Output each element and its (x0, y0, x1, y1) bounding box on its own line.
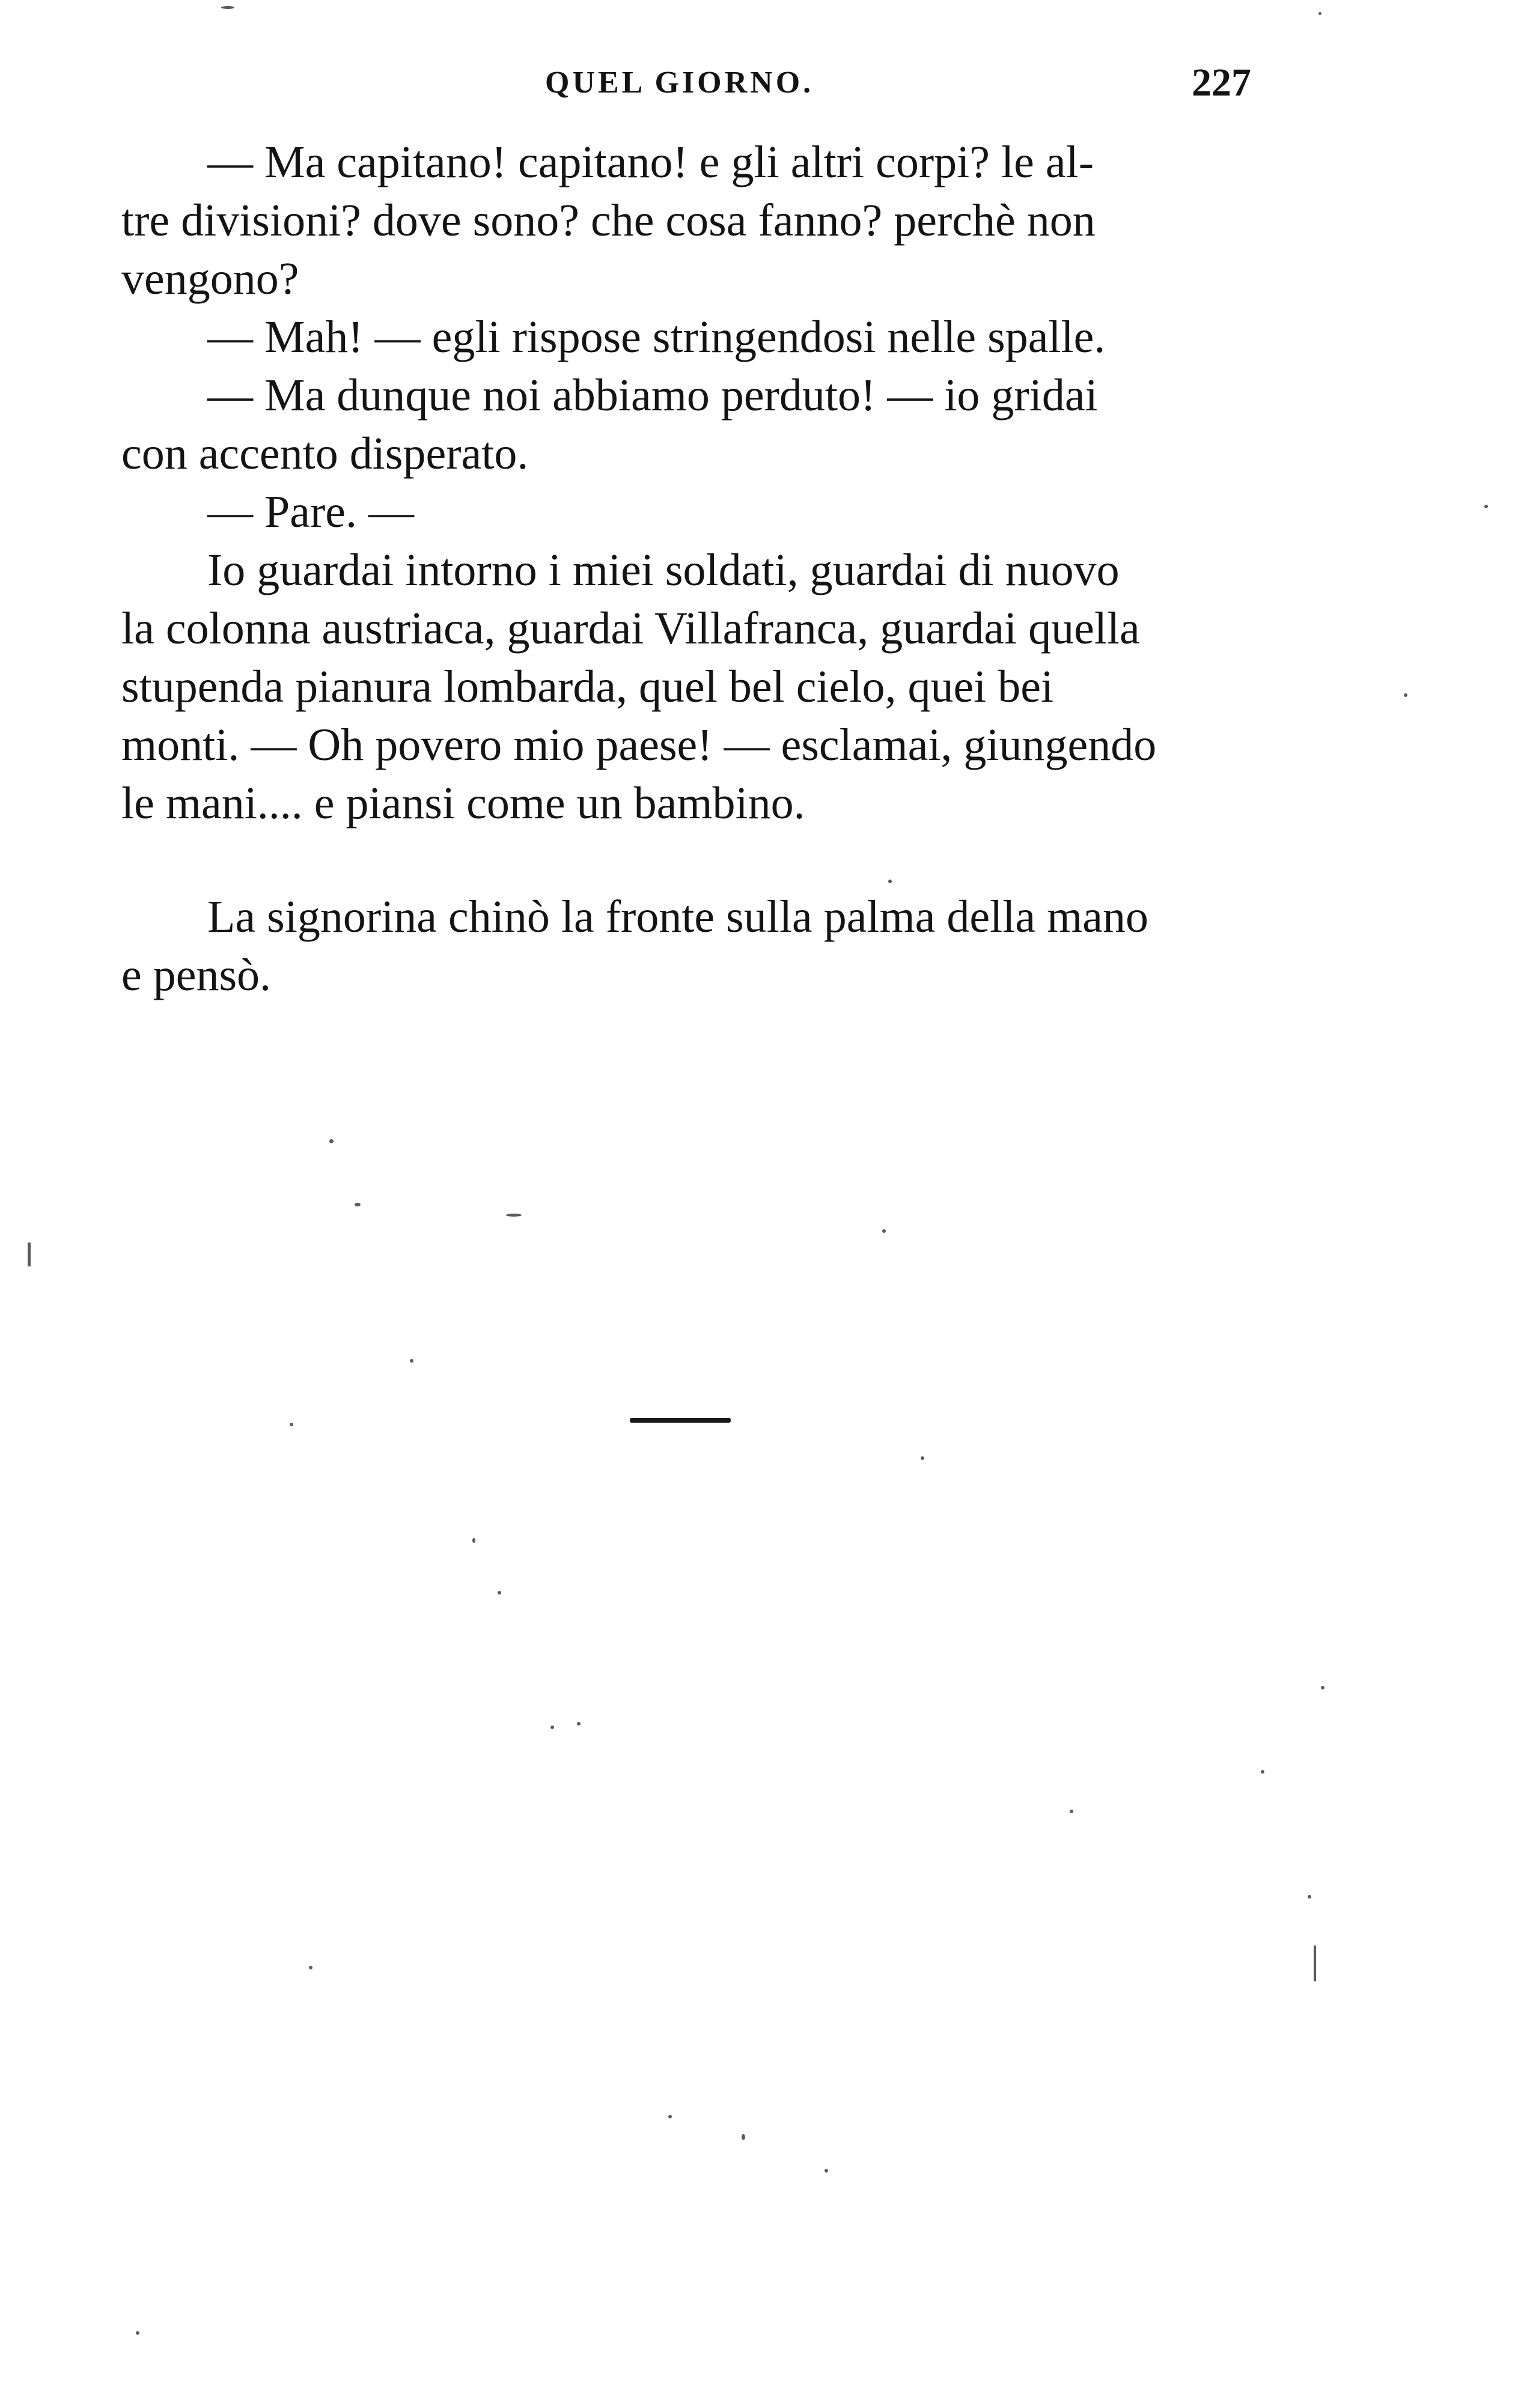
scan-speck (472, 1538, 475, 1543)
paragraph-signorina (121, 888, 1251, 1005)
text-line: tre divisioni? dove sono? che cosa fanno? perchè non (121, 195, 1096, 246)
text-line: — Mah! — egli rispose stringendosi nelle spalle. (207, 312, 1106, 362)
text-line: con accento disperato. (121, 428, 529, 479)
text-line: — Pare. — (207, 487, 415, 537)
page-number: 227 (1192, 61, 1251, 105)
paragraph-mah (121, 308, 1251, 366)
paragraph-pare (121, 483, 1251, 541)
scan-speck (577, 1722, 581, 1725)
text-line: Io guardai intorno i miei soldati, guardai di nuovo (207, 545, 1120, 595)
scan-speck (921, 1456, 924, 1460)
scan-speck (1404, 693, 1407, 697)
scan-speck (1321, 1686, 1324, 1689)
scan-speck (221, 6, 234, 9)
scan-speck (309, 1966, 312, 1969)
scan-speck (1261, 1770, 1264, 1774)
running-title: QUEL GIORNO. (545, 65, 814, 100)
end-dash-ornament (630, 1418, 731, 1423)
running-head (121, 60, 1251, 108)
text-line: monti. — Oh povero mio paese! — esclamai, giungendo (121, 720, 1157, 770)
text-line: vengono? (121, 254, 299, 304)
paragraph-perduto (121, 366, 1251, 483)
scan-speck (1314, 1945, 1316, 1981)
text-line: e pensò. (121, 950, 272, 1000)
scan-speck (1318, 12, 1321, 15)
text-line: — Ma capitano! capitano! e gli altri corpi? le al- (207, 137, 1094, 187)
scan-speck (410, 1359, 413, 1363)
scan-speck (290, 1423, 293, 1426)
scan-speck (888, 880, 892, 883)
scan-speck (1070, 1810, 1073, 1813)
scan-speck (28, 1242, 31, 1266)
scan-speck (742, 2134, 745, 2140)
text-line: stupenda pianura lombarda, quel bel cielo, quei bei (121, 661, 1054, 712)
text-line: La signorina chinò la fronte sulla palma della mano (207, 892, 1148, 942)
scan-speck (506, 1214, 522, 1217)
text-line: — Ma dunque noi abbiamo perduto! — io gridai (207, 370, 1098, 421)
scan-speck (329, 1139, 334, 1143)
scan-speck (550, 1725, 554, 1729)
scan-speck (1308, 1895, 1311, 1899)
scan-speck (1484, 505, 1488, 508)
scan-speck (498, 1591, 501, 1595)
scan-speck (668, 2115, 672, 2118)
paragraph-guardai (121, 541, 1251, 833)
scan-speck (824, 2169, 828, 2172)
scan-speck (355, 1203, 361, 1206)
scan-speck (136, 2331, 139, 2335)
text-line: la colonna austriaca, guardai Villafranca, guardai quella (121, 603, 1140, 654)
text-line: le mani.... e piansi come un bambino. (121, 778, 805, 829)
body-text (121, 133, 1251, 1005)
paragraph-capitano (121, 133, 1251, 308)
scan-speck (882, 1229, 886, 1233)
